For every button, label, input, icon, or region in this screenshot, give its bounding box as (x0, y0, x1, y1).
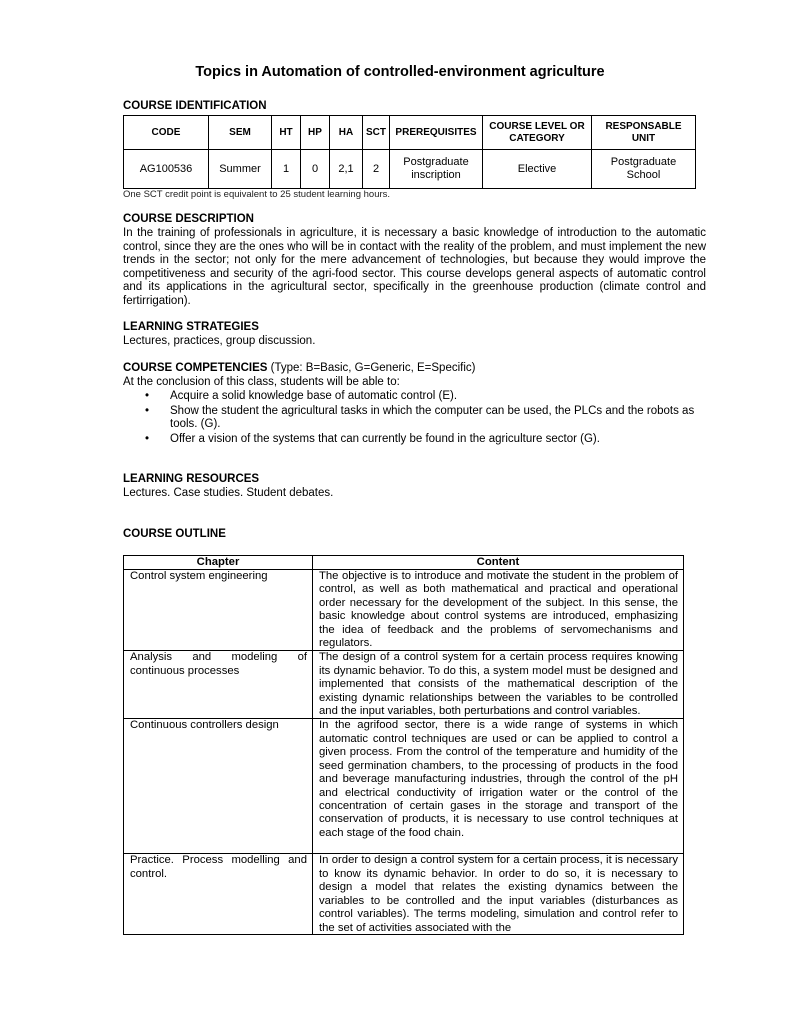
description-heading: COURSE DESCRIPTION (123, 213, 254, 225)
identification-heading: COURSE IDENTIFICATION (123, 100, 267, 112)
chapter-cell: Control system engineering (124, 570, 313, 651)
resources-heading: LEARNING RESOURCES (123, 473, 260, 485)
value-responsable-unit: Postgraduate School (592, 150, 696, 189)
competencies-heading-line (123, 362, 475, 374)
value-course-level: Elective (483, 150, 592, 189)
table-row (124, 651, 684, 719)
content-cell: The objective is to introduce and motivate the student in the problem of control, as well as both mathematical and practical and operational order necessary for the development of the subject. In this sense, the basic knowledge about control systems are introduced, emphasizing the idea of feedback and the problems of servomechanisms and regulators. (313, 570, 684, 651)
value-code: AG100536 (124, 150, 209, 189)
competency-text: Acquire a solid knowledge base of automatic control (E). (170, 390, 458, 402)
list-item (123, 390, 698, 404)
content-cell: The design of a control system for a certain process requires knowing its dynamic behavior. To do this, a system model must be designed and implemented that consists of the mathematical description of the existing dynamic relationships between the variables to be controlled and the input variables, both perturbations and control variables. (313, 651, 684, 719)
competency-text: Show the student the agricultural tasks in which the computer can be used, the PLCs and the robots as tools. (G). (170, 404, 695, 431)
bullet-icon: • (145, 404, 150, 417)
value-hp: 0 (301, 150, 330, 189)
chapter-cell: Continuous controllers design (124, 719, 313, 854)
competency-text: Offer a vision of the systems that can currently be found in the agriculture sector (G). (170, 432, 600, 445)
chapter-cell: Practice. Process modelling and control. (124, 854, 313, 935)
header-sem: SEM (209, 116, 272, 150)
resources-text: Lectures. Case studies. Student debates. (123, 487, 334, 499)
description-text: In the training of professionals in agriculture, it is necessary a basic knowledge of introduction to the automatic control, since they are the ones who will be in contact with the reality of the problem, and must implement the new trends in the sector; not only for the mere advancement of technologies, but because they would improve the competitiveness and security of the agri-food sector. This course develops general aspects of automatic control and its applications in the agricultural sector, specifically in the greenhouse production (climate control and fertirrigation). (123, 227, 706, 307)
content-cell (313, 854, 684, 935)
outline-table (123, 555, 684, 935)
header-hp: HP (301, 116, 330, 150)
bullet-icon: • (145, 432, 150, 445)
outline-header-content: Content (313, 556, 684, 570)
competencies-intro: At the conclusion of this class, students will be able to: (123, 376, 400, 388)
header-code: CODE (124, 116, 209, 150)
table-row (124, 854, 684, 935)
value-ht: 1 (272, 150, 301, 189)
outline-header-chapter: Chapter (124, 556, 313, 570)
value-ha: 2,1 (330, 150, 363, 189)
bullet-icon: • (145, 390, 150, 402)
content-clip: In order to design a control system for a certain process, it is necessary to know its dynamic behavior. In order to do so, it is necessary to design a model that relates the existing dynamics between the variables to be controlled and the input variables (disturbances as control variables). The terms modeling, simulation and control refer to the set of activities associated with the (319, 854, 678, 934)
outline-header-row (124, 556, 684, 570)
value-prerequisites: Postgraduate inscription (390, 150, 483, 189)
value-sct: 2 (363, 150, 390, 189)
header-prerequisites: PREREQUISITES (390, 116, 483, 150)
header-ht: HT (272, 116, 301, 150)
sct-note: One SCT credit point is equivalent to 25 student learning hours. (123, 189, 391, 200)
header-sct: SCT (363, 116, 390, 150)
header-ha: HA (330, 116, 363, 150)
table-row (124, 719, 684, 854)
competencies-list (123, 390, 698, 447)
header-course-level: COURSE LEVEL OR CATEGORY (483, 116, 592, 150)
identification-header-row (124, 116, 696, 150)
identification-value-row (124, 150, 696, 189)
document-title: Topics in Automation of controlled-environment agriculture (195, 64, 605, 80)
outline-heading: COURSE OUTLINE (123, 528, 226, 540)
table-row (124, 570, 684, 651)
strategies-text: Lectures, practices, group discussion. (123, 335, 316, 347)
value-sem: Summer (209, 150, 272, 189)
header-responsable-unit: RESPONSABLE UNIT (592, 116, 696, 150)
content-cell: In the agrifood sector, there is a wide range of systems in which automatic control techniques are used or can be applied to control a given process. From the control of the temperature and humidity of the seed germination chambers, to the processing of products in the food and beverage manufacturing industries, through the control of the pH and electrical conductivity of irrigation water or the control of the concentration of certain gases in the storage and transport of the conservation of products, it is necessary to use control techniques at each stage of the food chain. (313, 719, 684, 854)
strategies-heading: LEARNING STRATEGIES (123, 321, 259, 333)
chapter-cell: Analysis and modeling of continuous processes (124, 651, 313, 719)
list-item (123, 405, 698, 432)
identification-table (123, 115, 696, 189)
competencies-heading: COURSE COMPETENCIES (123, 362, 268, 374)
list-item (123, 433, 698, 447)
competencies-type-note: (Type: B=Basic, G=Generic, E=Specific) (270, 362, 476, 374)
